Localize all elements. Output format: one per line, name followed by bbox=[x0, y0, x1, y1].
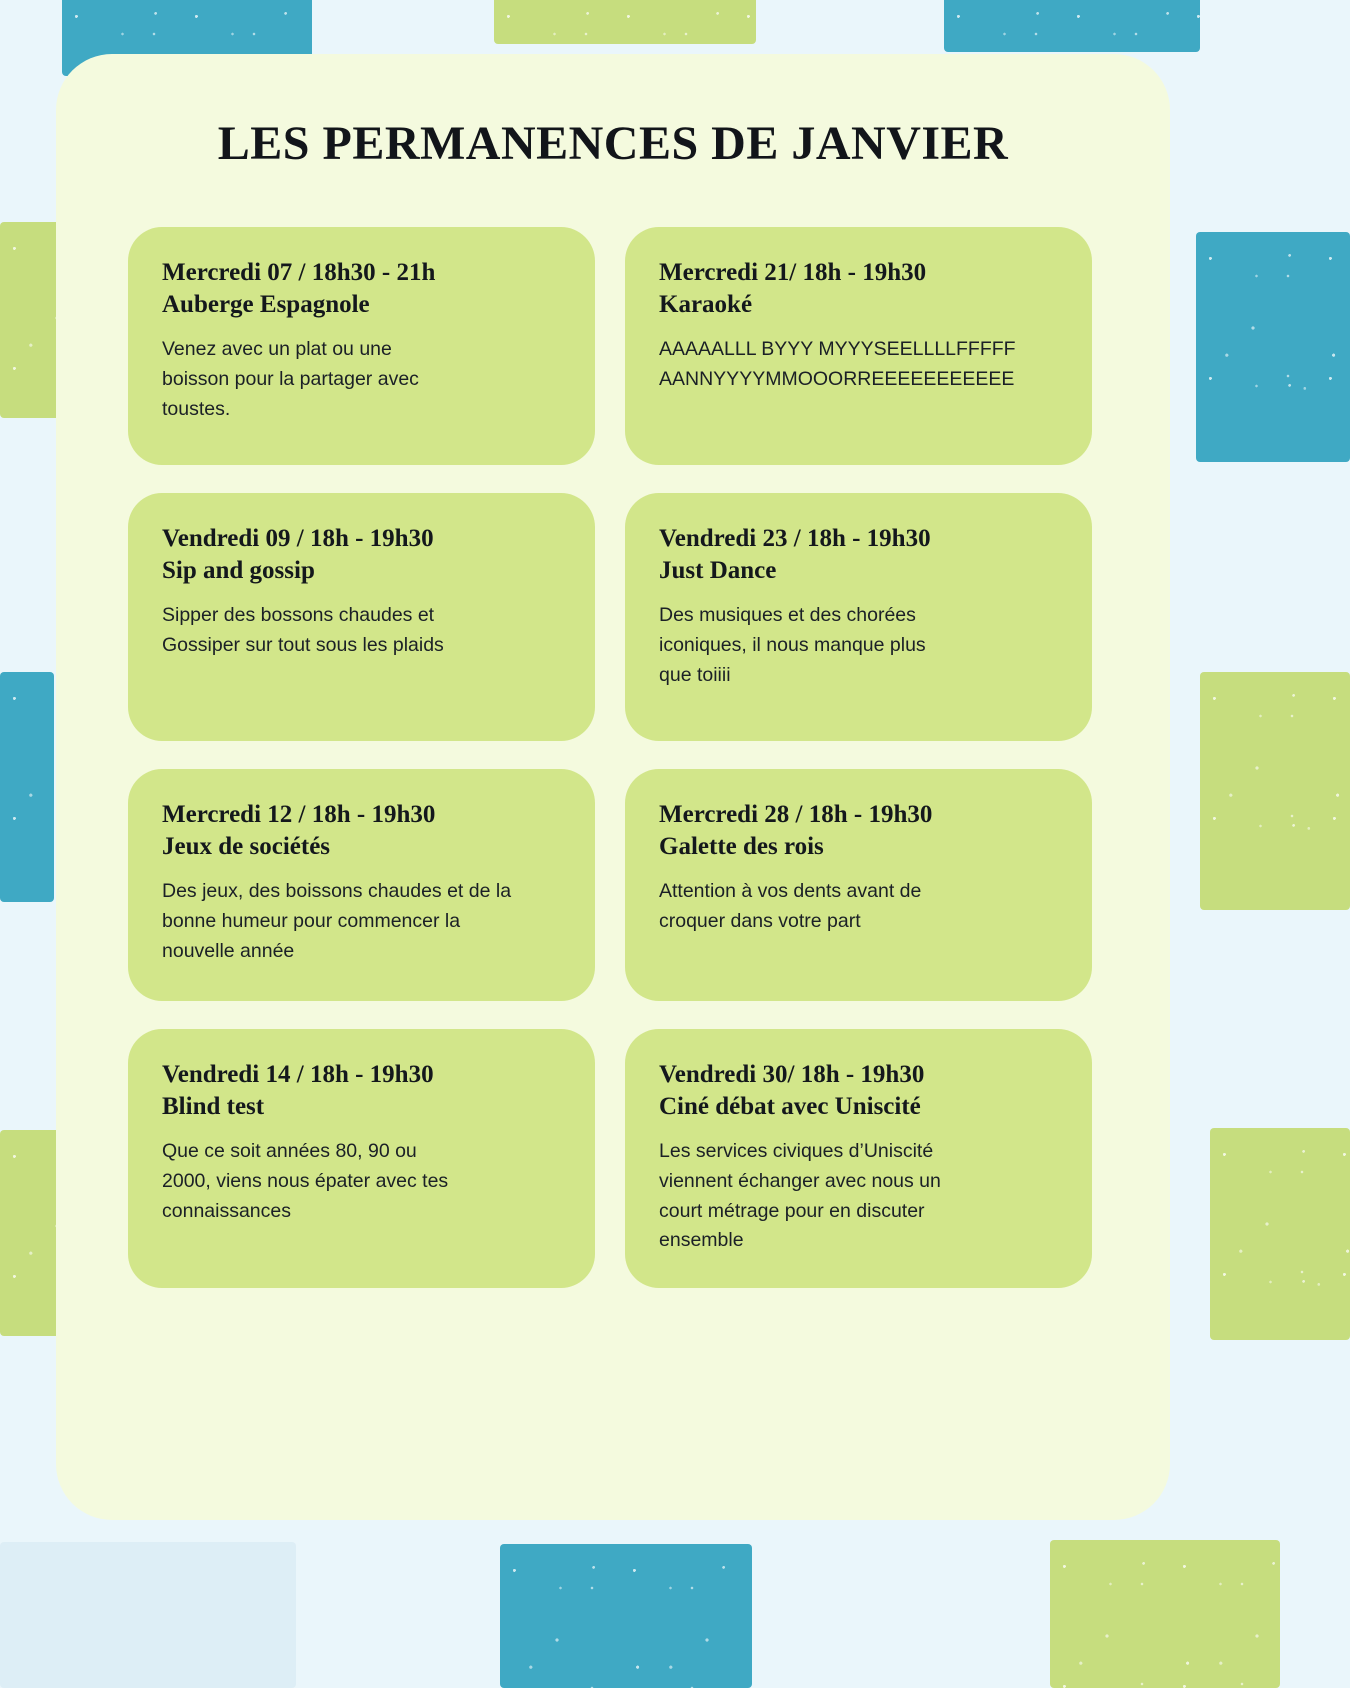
event-datetime: Vendredi 30/ 18h - 19h30 bbox=[659, 1061, 925, 1089]
event-card[interactable] bbox=[625, 769, 1092, 1001]
event-title: Galette des rois bbox=[659, 833, 824, 861]
bg-block-green-right-mid bbox=[1200, 672, 1350, 910]
bg-block-green-left-lower bbox=[0, 1130, 62, 1336]
bg-block-green-right-lower bbox=[1210, 1128, 1350, 1340]
events-grid bbox=[56, 227, 1170, 1288]
event-datetime: Vendredi 14 / 18h - 19h30 bbox=[162, 1061, 434, 1089]
event-card[interactable] bbox=[625, 1029, 1092, 1288]
event-description: Attention à vos dents avant de croquer dans votre part bbox=[659, 880, 922, 932]
event-title: Sip and gossip bbox=[162, 557, 315, 585]
bg-block-pale-bottom-left bbox=[0, 1542, 296, 1688]
event-card[interactable] bbox=[128, 769, 595, 1001]
event-description: AAAAALLL BYYY MYYYSEELLLLFFFFF AANNYYYYMMOOORREEEEEEEEEEE bbox=[659, 338, 1016, 390]
event-datetime: Mercredi 21/ 18h - 19h30 bbox=[659, 259, 927, 287]
bg-block-green-bottom-right bbox=[1050, 1540, 1280, 1688]
bg-block-teal-bottom-mid bbox=[500, 1544, 752, 1688]
bg-block-teal-left-mid bbox=[0, 672, 54, 902]
event-card[interactable] bbox=[625, 493, 1092, 741]
bg-block-green-top-mid bbox=[494, 0, 756, 44]
event-card[interactable] bbox=[128, 1029, 595, 1288]
event-title: Blind test bbox=[162, 1093, 265, 1121]
event-card[interactable] bbox=[128, 227, 595, 465]
event-datetime: Vendredi 23 / 18h - 19h30 bbox=[659, 525, 931, 553]
event-description: Que ce soit années 80, 90 ou 2000, viens nous épater avec tes connaissances bbox=[162, 1140, 449, 1222]
bg-block-teal-top-right bbox=[944, 0, 1200, 52]
event-description: Sipper des bossons chaudes et Gossiper sur tout sous les plaids bbox=[162, 604, 444, 656]
event-datetime: Vendredi 09 / 18h - 19h30 bbox=[162, 525, 434, 553]
event-title: Karaoké bbox=[659, 291, 753, 319]
event-title: Just Dance bbox=[659, 557, 777, 585]
event-description: Des musiques et des chorées iconiques, il nous manque plus que toiiii bbox=[659, 604, 926, 686]
poster-card bbox=[56, 54, 1170, 1520]
event-description: Les services civiques d’Uniscité viennent échanger avec nous un court métrage pour en discuter ensemble bbox=[659, 1140, 941, 1252]
bg-block-teal-right-upper bbox=[1196, 232, 1350, 462]
event-card[interactable] bbox=[128, 493, 595, 741]
page-title: LES PERMANENCES DE JANVIER bbox=[217, 117, 1009, 170]
event-title: Ciné débat avec Uniscité bbox=[659, 1093, 921, 1121]
event-description: Venez avec un plat ou une boisson pour la partager avec toustes. bbox=[162, 338, 419, 420]
event-datetime: Mercredi 28 / 18h - 19h30 bbox=[659, 801, 933, 829]
event-title: Auberge Espagnole bbox=[162, 291, 370, 319]
event-description: Des jeux, des boissons chaudes et de la bonne humeur pour commencer la nouvelle année bbox=[162, 880, 512, 962]
event-datetime: Mercredi 07 / 18h30 - 21h bbox=[162, 259, 436, 287]
event-title: Jeux de sociétés bbox=[162, 833, 331, 861]
event-datetime: Mercredi 12 / 18h - 19h30 bbox=[162, 801, 436, 829]
event-card[interactable] bbox=[625, 227, 1092, 465]
